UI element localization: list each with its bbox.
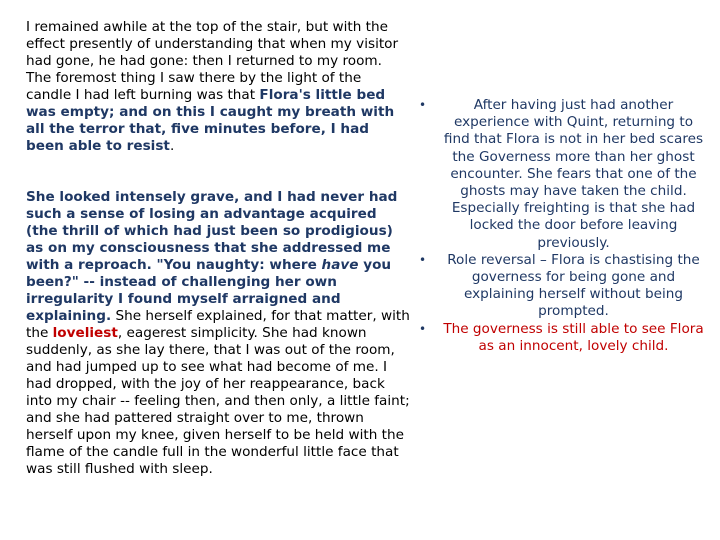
note-text: After having just had another experience with Quint, returning to find that Flora is not in her bed scares the Governess more than her ghost encounter. She fears that one of the ghosts may have taken the child. Especially freighting is that she had locked the door before leaving previously. bbox=[443, 97, 704, 251]
highlighted-quote bbox=[26, 189, 397, 324]
quoted-passage bbox=[26, 19, 410, 478]
highlighted-quote-text: She looked intensely grave, and I had never had such a sense of losing an advantage acquired (the thrill of which had just been so prodigious) as on my consciousness that she addressed me with a reproach. "You naughty: where bbox=[26, 189, 398, 273]
paragraph-spacer bbox=[26, 155, 410, 189]
passage-text: . bbox=[169, 138, 175, 154]
emphasized-word: loveliest bbox=[52, 325, 118, 341]
notes-list bbox=[413, 97, 705, 355]
passage-paragraph-2 bbox=[26, 189, 410, 478]
note-item bbox=[413, 252, 705, 321]
bullet-icon: • bbox=[419, 321, 427, 336]
italic-word: have bbox=[321, 257, 359, 273]
analysis-notes bbox=[413, 97, 705, 355]
bullet-icon: • bbox=[419, 252, 427, 267]
note-text: Role reversal – Flora is chastising the governess for being gone and explaining herself without being prompted. bbox=[447, 251, 700, 320]
passage-text: , eagerest simplicity. She had known suddenly, as she lay there, that I was out of the room, and had jumped up to see what had become of me. I had dropped, with the joy of her reappearance, back into my chair -- feeling then, and then only, a little faint; and she had pattered straight over to me, thrown herself upon my knee, given herself to be held with the flame of the candle full in the wonderful little face that was still flushed with sleep. bbox=[26, 325, 410, 477]
note-text: The governess is still able to see Flora as an innocent, lovely child. bbox=[443, 320, 704, 354]
highlighted-quote-text: you been?" -- instead of challenging her own irregularity I found myself arraigned and explaining. bbox=[26, 257, 392, 324]
passage-text: She herself explained, for that matter, with the bbox=[26, 308, 410, 341]
bullet-icon: • bbox=[419, 98, 427, 112]
highlighted-quote: Flora's little bed was empty; and on this I caught my breath with all the terror that, five minutes before, I had been able to resist bbox=[26, 87, 395, 154]
note-item bbox=[413, 321, 705, 355]
passage-paragraph-1 bbox=[26, 19, 410, 155]
note-item bbox=[413, 97, 705, 252]
passage-text: I remained awhile at the top of the stair, but with the effect presently of understanding that when my visitor had gone, he had gone: then I returned to my room. The foremost thing I saw there by the light of the candle I had left burning was that bbox=[26, 19, 399, 103]
